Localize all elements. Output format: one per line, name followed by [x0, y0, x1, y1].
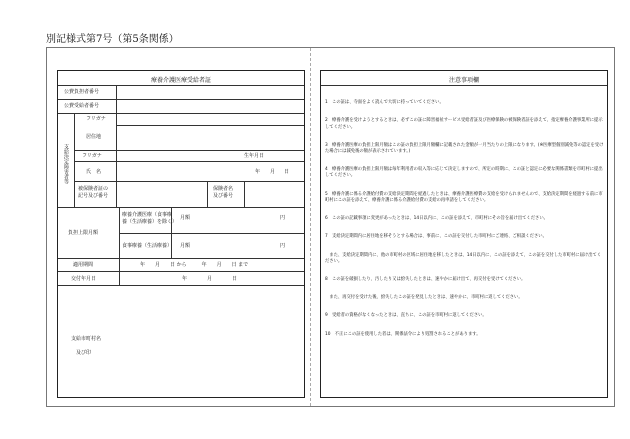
- certificate-panel: [57, 70, 305, 398]
- rule: [119, 207, 120, 258]
- rule: [74, 181, 304, 182]
- form-number-header: 別記様式第7号（第5条関係）: [46, 34, 179, 45]
- fold-line: [310, 48, 311, 406]
- rule: [244, 181, 245, 207]
- furigana-label: フリガナ: [82, 153, 102, 159]
- rule: [116, 85, 117, 113]
- rule: [119, 233, 304, 234]
- monthly-label: 月額: [180, 215, 191, 221]
- dob-year-label: 年: [255, 169, 261, 175]
- note-item: 5 療養介護に係る介護給付費の支給決定期間を経過したときは、療養介護医療費の支給を受けられませんので、支給決定期間を経過する前に市町村にこの証を添えて、療養介護に係る介護給付費の支給の再申請をしてください。: [325, 191, 603, 203]
- note-item: 2 療養介護を受けようとするときは、必ずこの証に障害福祉サービス受給者証及び医療保険の被保険者証を添えて、指定療養介護事業所に提示してください。: [325, 118, 603, 130]
- insurance-card-label: 被保険者証の: [78, 186, 109, 192]
- period-label: 適用期間: [73, 262, 94, 268]
- insurance-card-label: 記号及び番号: [78, 193, 109, 199]
- note-item: 8 この証を破損したり、汚したり又は紛失したときは、速やかに届け出て、再交付を受けてください。: [325, 276, 526, 282]
- note-item: 3 療養介護医療の負担上限月額はこの証の負担上限月額欄に記載された金額が一月当たりの上限になります。(※医療型個別減免等の認定を受けた場合には減免後の額が表示されています。): [325, 142, 604, 154]
- dob-day-label: 日: [284, 169, 290, 175]
- notes-list: [325, 88, 604, 350]
- certificate-title: 療養介護医療受給者証: [150, 77, 211, 84]
- dob-label: 生年月日: [244, 153, 265, 159]
- note-item: また、支給決定期間内に、他の市町村の区域に居住地を移したときは、14日以内に、この証を添えて、この証を交付した市町村に届け出てください。: [325, 252, 602, 264]
- limit-label: 負担上限月額: [68, 230, 99, 236]
- note-item: 1 この証は、寺面をよく読んで大切に持っていてください。: [325, 100, 444, 106]
- insurer-label: 保険者名: [213, 186, 234, 192]
- furigana-label: フリガナ: [86, 116, 106, 122]
- rule: [74, 150, 304, 151]
- rule: [119, 258, 120, 285]
- side-label: 支給決定障害者等: [63, 144, 69, 184]
- rule: [58, 207, 304, 208]
- note-item: また、再交付を受けた後、紛失したこの証を発見したときは、速やかに、市町村に返してください。: [325, 295, 523, 301]
- medical-label: 療養介護医療（食事療: [122, 212, 173, 218]
- rule: [116, 125, 304, 126]
- certificate-sheet: [46, 47, 615, 407]
- issue-date-label: 交付年月日: [71, 276, 97, 282]
- note-item: 4 療養介護医療の負担上限月額は毎年利用者の収入等に応じて決定しますので、所定の時期に、この証と認定に必要な関係書類を市町村に提出してください。: [325, 167, 603, 179]
- notes-title: 注意事項欄: [448, 77, 479, 84]
- medical-label: 養（生活療養）を除く）: [122, 219, 178, 225]
- period-value: 年 月 日 から 年 月 日 まで: [140, 262, 249, 268]
- rule: [58, 271, 304, 272]
- rule: [58, 99, 304, 100]
- rule: [58, 85, 304, 86]
- yen-label: 円: [280, 215, 286, 221]
- note-item: 6 この証の記載事項に変更があったときは、14日以内に、この証を添えて、市町村にその旨を届け出てください。: [325, 215, 548, 221]
- note-item: 9 受給者の資格がなくなったときは、直ちに、この証を市町村に返してください。: [325, 313, 487, 319]
- name-label: 氏 名: [86, 169, 102, 175]
- rule: [74, 161, 304, 162]
- address-label: 居住地: [86, 134, 102, 140]
- rule: [207, 181, 208, 207]
- rule: [116, 113, 117, 207]
- issue-date-value: 年 月 日: [182, 276, 238, 282]
- monthly-label: 月額: [180, 243, 191, 249]
- insurer-label: 及び番号: [213, 193, 234, 199]
- note-item: 7 支給決定期間内に居住地を移そうとする場合は、事前に、この証を交付した市町村にご連絡、ご相談ください。: [325, 234, 547, 240]
- rule: [58, 285, 304, 286]
- food-label: 食事療養（生活療養）: [122, 243, 173, 249]
- rule: [321, 85, 607, 86]
- rule: [58, 113, 304, 114]
- payer-number-label: 公費負担者番号: [64, 89, 100, 95]
- municipality-label: 支給市町村名: [71, 336, 102, 342]
- dob-month-label: 月: [270, 169, 276, 175]
- rule: [58, 258, 304, 259]
- recipient-number-label: 公費受給者番号: [64, 103, 100, 109]
- note-item: 10 不正にこの証を使用した者は、関係法令により処罰されることがあります。: [325, 331, 481, 337]
- rule: [74, 113, 75, 207]
- municipality-seal-label: 及び印: [76, 350, 92, 356]
- notes-panel: [320, 70, 608, 398]
- yen-label: 円: [280, 243, 286, 249]
